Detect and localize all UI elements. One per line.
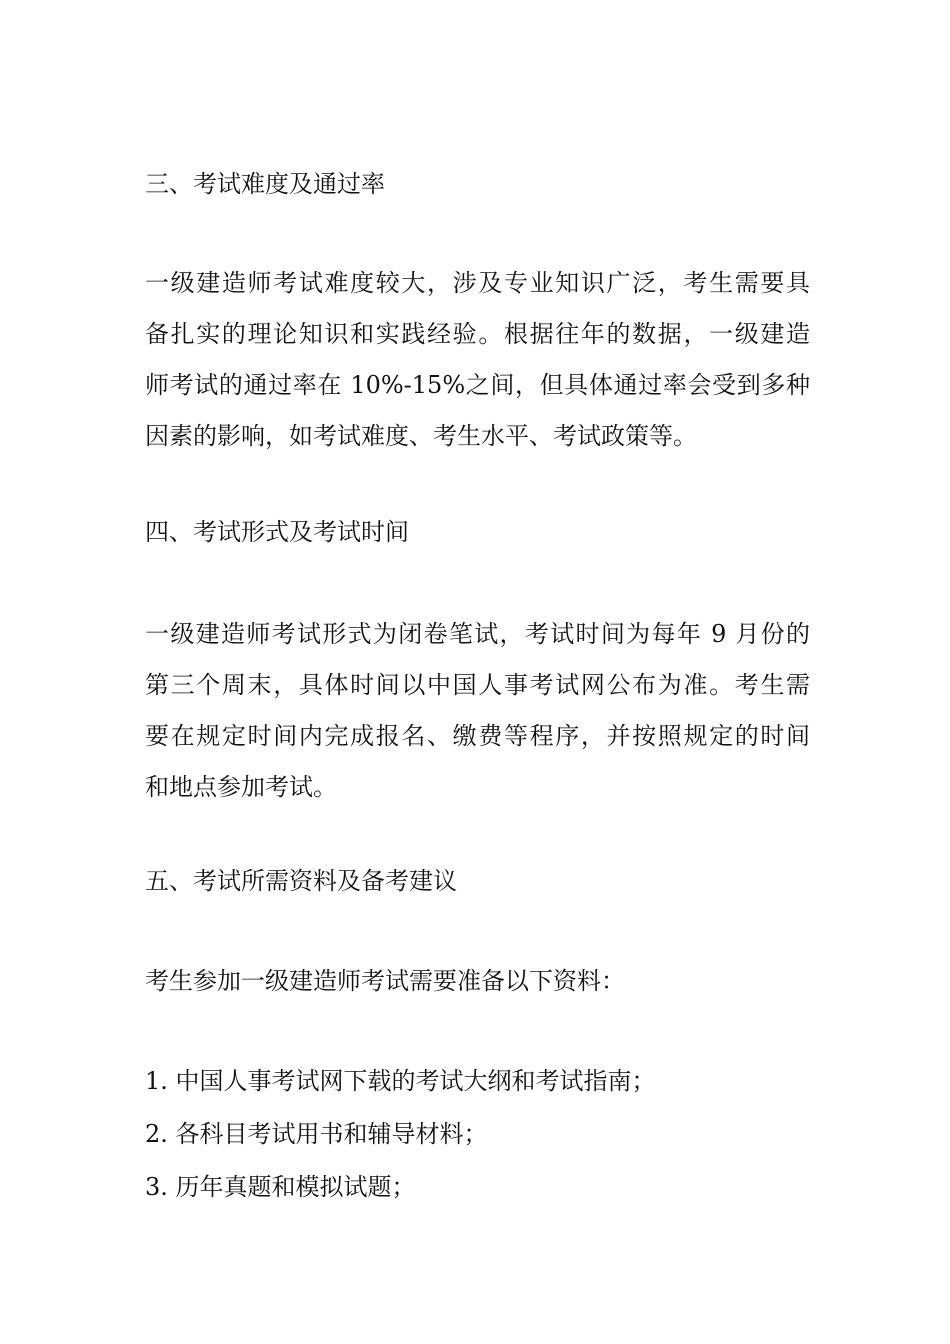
paragraph-line: 和地点参加考试。 [145, 773, 337, 801]
section-5-heading: 五、考试所需资料及备考建议 [145, 867, 457, 895]
paragraph-line: 要在规定时间内完成报名、缴费等程序，并按照规定的时间 [145, 722, 810, 750]
section-5-intro: 考生参加一级建造师考试需要准备以下资料： [145, 967, 625, 995]
list-item: 1. 中国人事考试网下载的考试大纲和考试指南； [145, 1067, 656, 1095]
section-3-heading: 三、考试难度及通过率 [145, 170, 385, 198]
paragraph-line: 师考试的通过率在 10%-15%之间，但具体通过率会受到多种 [145, 371, 810, 399]
paragraph-line: 一级建造师考试难度较大，涉及专业知识广泛，考生需要具 [145, 269, 810, 297]
section-3-paragraph [145, 266, 810, 470]
section-4-paragraph [145, 617, 810, 821]
paragraph-line: 第三个周末，具体时间以中国人事考试网公布为准。考生需 [145, 671, 810, 699]
paragraph-line: 备扎实的理论知识和实践经验。根据往年的数据，一级建造 [145, 320, 810, 348]
paragraph-line: 因素的影响，如考试难度、考生水平、考试政策等。 [145, 422, 697, 450]
list-item: 2. 各科目考试用书和辅导材料； [145, 1120, 488, 1148]
materials-list [145, 1064, 815, 1223]
list-item: 3. 历年真题和模拟试题； [145, 1173, 416, 1201]
section-4-heading: 四、考试形式及考试时间 [145, 518, 409, 546]
paragraph-line: 一级建造师考试形式为闭卷笔试，考试时间为每年 9 月份的 [145, 620, 810, 648]
